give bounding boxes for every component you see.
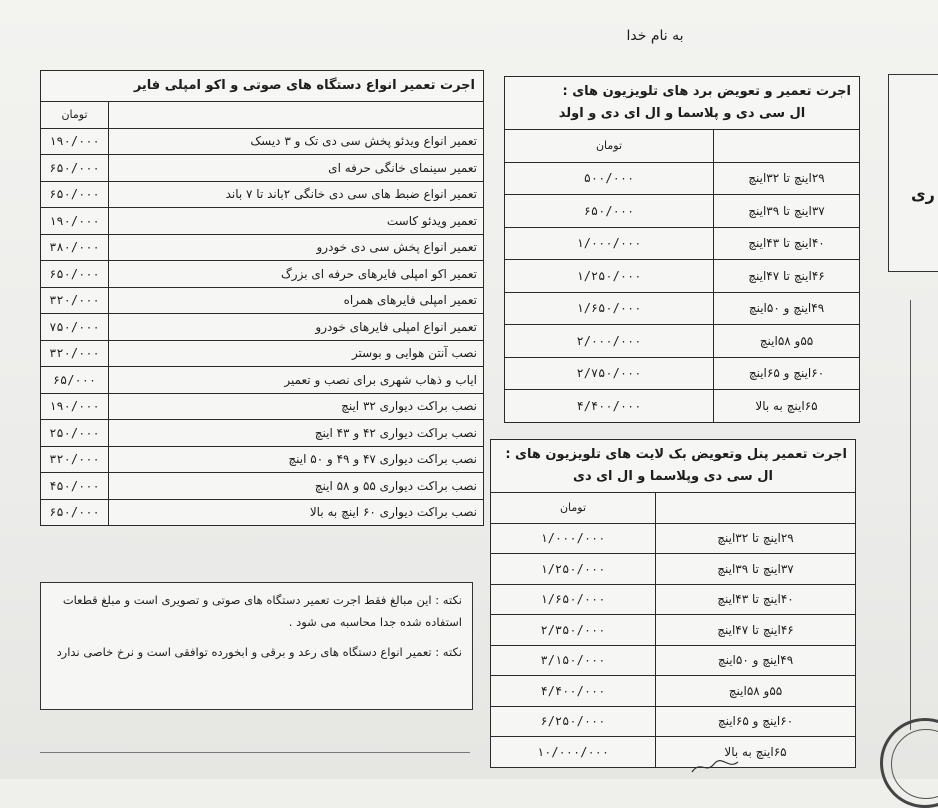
service-label: ۵۵و ۵۸اینچ: [714, 325, 860, 358]
side-divider: [910, 300, 911, 730]
table-row: [41, 314, 484, 341]
table-row: [41, 234, 484, 261]
table-row: [491, 584, 856, 615]
table-row: [41, 155, 484, 182]
service-label: تعمیر ویدئو کاست: [109, 208, 484, 235]
table-row: [491, 676, 856, 707]
price-cell: ۳۲۰/۰۰۰: [41, 287, 109, 314]
table-row: [41, 420, 484, 447]
table-row: [491, 554, 856, 585]
table-row: [491, 615, 856, 646]
table-row: [505, 292, 860, 325]
table-row: [41, 499, 484, 526]
price-cell: ۱۰/۰۰۰/۰۰۰: [491, 737, 656, 768]
price-cell: ۶۵۰/۰۰۰: [41, 261, 109, 288]
table-row: [41, 340, 484, 367]
table-row: [491, 737, 856, 768]
service-label: تعمیر انواع ضبط های سی دی خانگی ۲باند تا ۷ باند: [109, 181, 484, 208]
price-cell: ۲/۳۵۰/۰۰۰: [491, 615, 656, 646]
service-label: نصب آنتن هوایی و بوستر: [109, 340, 484, 367]
price-cell: ۳۲۰/۰۰۰: [41, 446, 109, 473]
price-cell: ۱۹۰/۰۰۰: [41, 128, 109, 155]
table-row: [505, 195, 860, 228]
price-cell: ۱/۶۵۰/۰۰۰: [505, 292, 714, 325]
price-cell: ۴/۴۰۰/۰۰۰: [491, 676, 656, 707]
service-label: نصب براکت دیواری ۴۷ و ۴۹ و ۵۰ اینچ: [109, 446, 484, 473]
price-cell: ۱۹۰/۰۰۰: [41, 208, 109, 235]
price-cell: ۱۹۰/۰۰۰: [41, 393, 109, 420]
tv-panel-price-table: [490, 439, 856, 768]
price-cell: ۶۵۰/۰۰۰: [41, 181, 109, 208]
service-label: تعمیر اکو امپلی فایرهای حرفه ای بزرگ: [109, 261, 484, 288]
unit-header: تومان: [505, 130, 714, 163]
service-label: تعمیر سینمای خانگی حرفه ای: [109, 155, 484, 182]
service-label: نصب براکت دیواری ۴۲ و ۴۳ اینچ: [109, 420, 484, 447]
table-row: [505, 390, 860, 423]
price-cell: ۶۵۰/۰۰۰: [505, 195, 714, 228]
price-cell: ۴/۴۰۰/۰۰۰: [505, 390, 714, 423]
table-title: [491, 440, 856, 493]
table-row: [505, 260, 860, 293]
service-label: ایاب و ذهاب شهری برای نصب و تعمیر: [109, 367, 484, 394]
table-title-line2: ال سی دی و پلاسما و ال ای دی و اولد: [558, 106, 806, 121]
table-row: [505, 162, 860, 195]
service-label: ۲۹اینچ تا ۳۲اینچ: [656, 523, 856, 554]
bottom-rule: [40, 752, 470, 753]
price-cell: ۷۵۰/۰۰۰: [41, 314, 109, 341]
tv-board-price-table: [504, 76, 860, 423]
table-row: [491, 523, 856, 554]
service-label: ۴۹اینچ و ۵۰اینچ: [714, 292, 860, 325]
price-cell: ۶۵۰/۰۰۰: [41, 155, 109, 182]
table-title-line1: اجرت تعمیر و تعویض برد های تلویزیون های :: [562, 84, 851, 99]
note-pricing: نکته : این مبالغ فقط اجرت تعمیر دستگاه های صوتی و تصویری است و مبلغ قطعات استفاده شده جدا محاسبه می شود .: [62, 593, 462, 629]
price-cell: ۱/۲۵۰/۰۰۰: [491, 554, 656, 585]
table-row: [41, 181, 484, 208]
service-label: ۶۰اینچ و ۶۵اینچ: [714, 357, 860, 390]
table-row: [491, 706, 856, 737]
empty-header-cell: [714, 130, 860, 163]
service-label: ۶۵اینچ به بالا: [656, 737, 856, 768]
price-cell: ۶۵/۰۰۰: [41, 367, 109, 394]
price-cell: ۱/۲۵۰/۰۰۰: [505, 260, 714, 293]
table-row: [41, 446, 484, 473]
service-label: ۶۵اینچ به بالا: [714, 390, 860, 423]
page-heading: به نام خدا: [626, 28, 684, 44]
service-label: ۳۷اینچ تا ۳۹اینچ: [656, 554, 856, 585]
price-cell: ۱/۰۰۰/۰۰۰: [491, 523, 656, 554]
table-row: [41, 261, 484, 288]
table-row: [41, 367, 484, 394]
service-label: ۴۶اینچ تا ۴۷اینچ: [656, 615, 856, 646]
signature-icon: [690, 756, 740, 776]
price-cell: ۲۵۰/۰۰۰: [41, 420, 109, 447]
table-title: اجرت تعمیر انواع دستگاه های صوتی و اکو امپلی فایر: [41, 71, 484, 102]
table-title: [505, 77, 860, 130]
notes-box: [40, 582, 473, 710]
price-cell: ۳/۱۵۰/۰۰۰: [491, 645, 656, 676]
table-row: [505, 227, 860, 260]
side-box-text: ری: [911, 185, 935, 204]
table-row: [505, 357, 860, 390]
table-row: [41, 393, 484, 420]
table-row: [41, 287, 484, 314]
empty-header-cell: [109, 102, 484, 129]
table-row: [41, 128, 484, 155]
table-row: [41, 208, 484, 235]
price-cell: ۱/۰۰۰/۰۰۰: [505, 227, 714, 260]
table-row: [505, 325, 860, 358]
table-title-line2: ال سی دی وپلاسما و ال ای دی: [573, 469, 773, 484]
price-cell: ۳۲۰/۰۰۰: [41, 340, 109, 367]
service-label: ۴۰اینچ تا ۴۳اینچ: [656, 584, 856, 615]
service-label: ۴۹اینچ و ۵۰اینچ: [656, 645, 856, 676]
table-row: [491, 645, 856, 676]
service-label: نصب براکت دیواری ۶۰ اینچ به بالا: [109, 499, 484, 526]
service-label: ۳۷اینچ تا ۳۹اینچ: [714, 195, 860, 228]
service-label: ۶۰اینچ و ۶۵اینچ: [656, 706, 856, 737]
note-lightning: نکته : تعمیر انواع دستگاه های رعد و برقی و ابخورده توافقی است و نرخ خاصی ندارد: [56, 645, 462, 659]
empty-header-cell: [656, 493, 856, 524]
price-cell: ۶۵۰/۰۰۰: [41, 499, 109, 526]
price-cell: ۱/۶۵۰/۰۰۰: [491, 584, 656, 615]
service-label: ۴۶اینچ تا ۴۷اینچ: [714, 260, 860, 293]
service-label: نصب براکت دیواری ۳۲ اینچ: [109, 393, 484, 420]
table-title-line1: اجرت تعمیر پنل وتعویض بک لایت های تلویزیون های :: [505, 447, 847, 462]
side-box: [888, 74, 938, 272]
audio-repair-price-table: [40, 70, 484, 526]
price-cell: ۲/۰۰۰/۰۰۰: [505, 325, 714, 358]
service-label: تعمیر انواع امپلی فایرهای خودرو: [109, 314, 484, 341]
price-cell: ۶/۲۵۰/۰۰۰: [491, 706, 656, 737]
price-cell: ۵۰۰/۰۰۰: [505, 162, 714, 195]
unit-header: تومان: [41, 102, 109, 129]
unit-header: تومان: [491, 493, 656, 524]
service-label: تعمیر انواع پخش سی دی خودرو: [109, 234, 484, 261]
service-label: ۵۵و ۵۸اینچ: [656, 676, 856, 707]
service-label: نصب براکت دیواری ۵۵ و ۵۸ اینچ: [109, 473, 484, 500]
table-row: [41, 473, 484, 500]
service-label: تعمیر امپلی فایرهای همراه: [109, 287, 484, 314]
service-label: ۴۰اینچ تا ۴۳اینچ: [714, 227, 860, 260]
price-cell: ۴۵۰/۰۰۰: [41, 473, 109, 500]
price-cell: ۳۸۰/۰۰۰: [41, 234, 109, 261]
service-label: ۲۹اینچ تا ۳۲اینچ: [714, 162, 860, 195]
price-cell: ۲/۷۵۰/۰۰۰: [505, 357, 714, 390]
service-label: تعمیر انواع ویدئو پخش سی دی تک و ۳ دیسک: [109, 128, 484, 155]
